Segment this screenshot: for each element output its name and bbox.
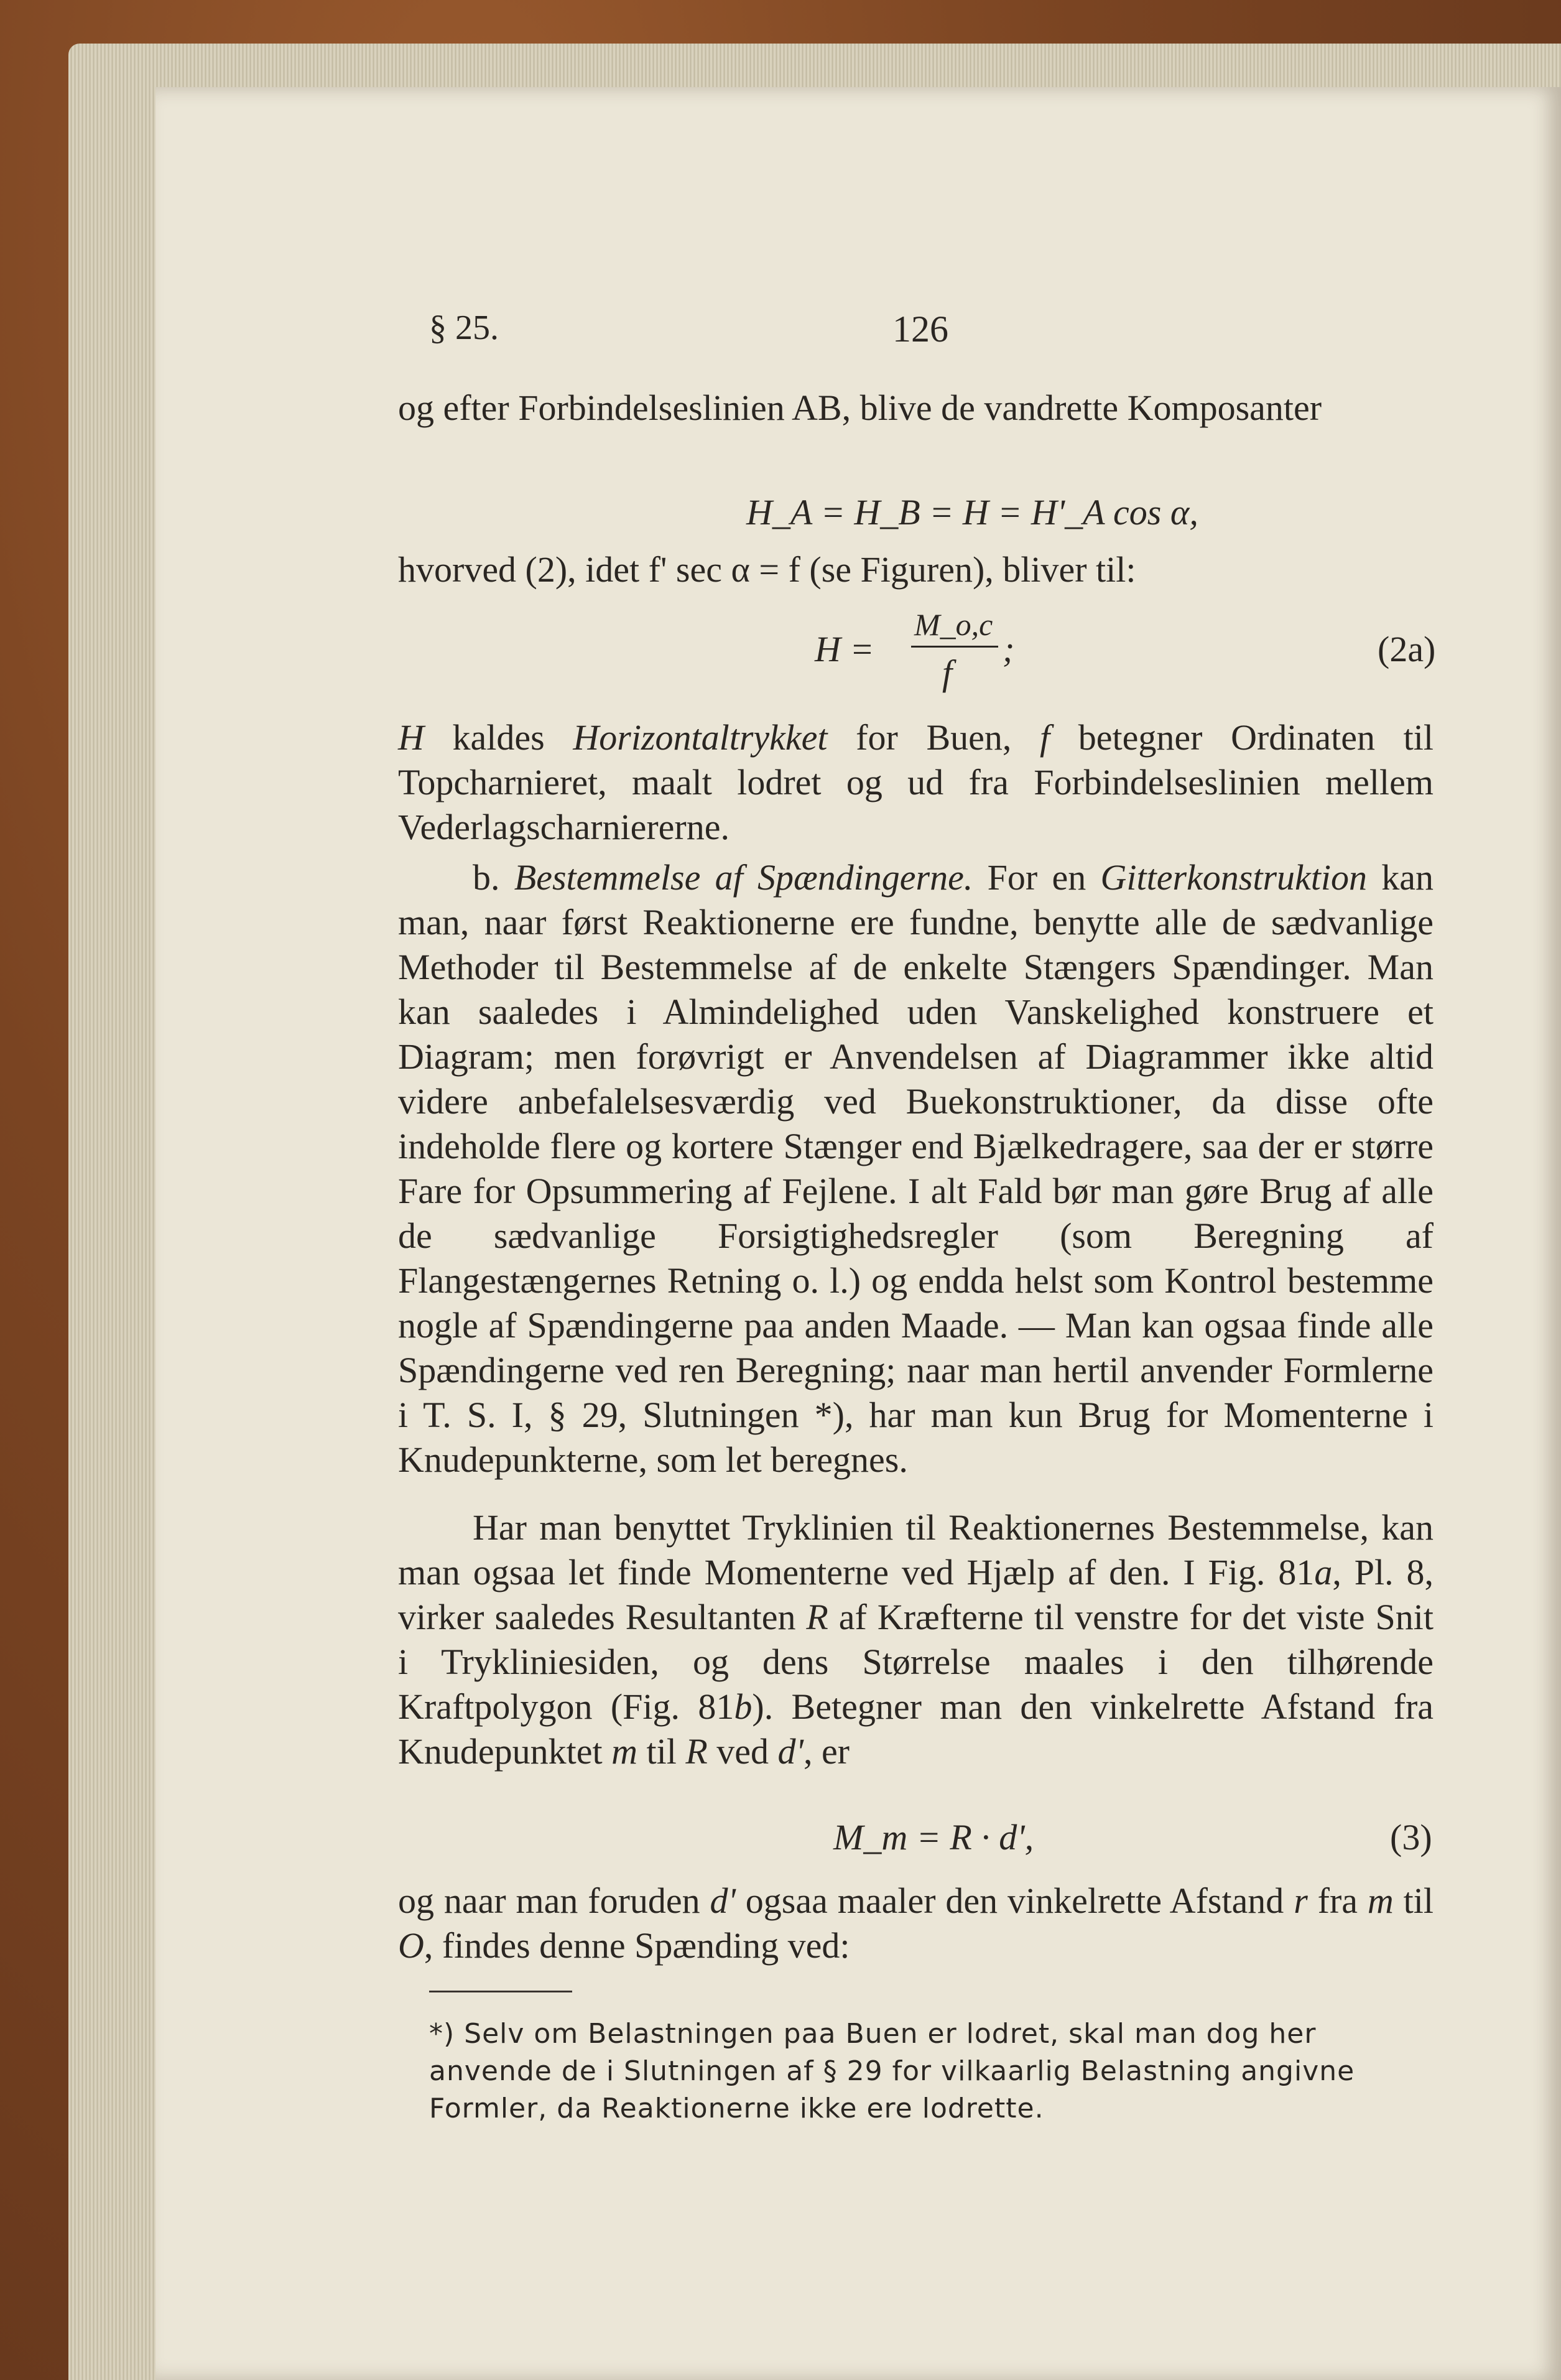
formula-2-denominator: f xyxy=(942,653,953,693)
p3-H: H xyxy=(398,717,424,758)
p5-m: m xyxy=(611,1731,637,1772)
p6-m: m xyxy=(1367,1880,1394,1921)
p6-r: r xyxy=(1294,1880,1308,1921)
formula-3: M_m = R · d', xyxy=(833,1817,1034,1857)
page-header xyxy=(429,308,1461,358)
p4-text-2: kan man, naar først Reaktionerne ere fundne, benytte alle de sædvanlige Methoder til Bestemmelse af de enkelte Stængers Spændinger. Man kan saaledes i Almindelighed uden Vanskelighed konstruere et Diagram; men forøvrigt er Anvendelsen af Diagrammer ikke altid videre anbefalelsesværdig ved Buekonstruktioner, da disse ofte indeholde flere og kortere Stænger end Bjælkedragere, saa der er større Fare for Opsummering af Fejlene. I alt Fald bør man gøre Brug af alle de sædvanlige Forsigtighedsregler (som Beregning af Flangestængernes Retning o. l.) og endda helst som Kontrol bestemme nogle af Spændingerne paa anden Maade. — Man kan ogsaa finde alle Spændingerne ved ren Beregning; naar man hertil anvender Formlerne i T. S. I, § 29, Slutningen *), har man kun Brug for Momenterne i Knudepunkterne, som let beregnes. xyxy=(398,857,1434,1480)
formula-1: H_A = H_B = H = H'_A cos α, xyxy=(746,492,1198,532)
p3-f: f xyxy=(1040,717,1050,758)
p6-text-1: og naar man foruden xyxy=(398,1880,710,1921)
p6-text-4: til xyxy=(1393,1880,1434,1921)
p3-term: Horizontaltrykket xyxy=(573,717,828,758)
p3-text-2: for Buen, xyxy=(827,717,1040,758)
paragraph-3 xyxy=(398,715,1434,850)
paragraph-5 xyxy=(398,1505,1434,1774)
p6-text-5: , findes denne Spænding ved: xyxy=(424,1925,850,1966)
p3-text-3: betegner Ordinaten til Topcharnieret, maalt lodret og ud fra Forbindelseslinien mellem Vederlagscharniererne. xyxy=(398,717,1434,847)
p6-O: O xyxy=(398,1925,424,1966)
p6-text-3: fra xyxy=(1307,1880,1368,1921)
section-number: § 25. xyxy=(429,309,499,347)
p6-d: d' xyxy=(710,1880,736,1921)
paragraph-2 xyxy=(398,547,1434,592)
p5-d: d' xyxy=(777,1731,804,1772)
p5-text-2: , Pl. 8, virker saaledes Resultanten xyxy=(398,1552,1434,1637)
formula-2-lhs: H = xyxy=(815,629,874,669)
paragraph-4 xyxy=(398,855,1434,1482)
p4-term: Gitterkonstruktion xyxy=(1100,857,1367,898)
paragraph-6 xyxy=(398,1879,1434,1968)
equation-label-2a: (2a) xyxy=(1378,629,1436,669)
p5-text-7: , er xyxy=(803,1731,850,1772)
p5-R: R xyxy=(806,1597,828,1637)
formula-2-tail: ; xyxy=(1003,629,1015,669)
p5-text-6: ved xyxy=(707,1731,778,1772)
p6-text-2: ogsaa maaler den vinkelrette Afstand xyxy=(735,1880,1294,1921)
equation-label-3: (3) xyxy=(1390,1817,1432,1857)
p4-text-1: For en xyxy=(973,857,1101,898)
p5-text-4: ). Betegner man den vinkelrette Afstand fra Knudepunktet xyxy=(398,1686,1434,1772)
p5-text-1: Har man benyttet Tryklinien til Reaktionernes Bestemmelse, kan man ogsaa let finde Momenterne ved Hjælp af den. I Fig. 81 xyxy=(398,1507,1434,1592)
formula-2-numerator: M_o,c xyxy=(914,607,993,642)
p5-text-5: til xyxy=(637,1731,686,1772)
paragraph-2-text: hvorved (2), idet f' sec α = f (se Figuren), bliver til: xyxy=(398,549,1136,590)
paragraph-1 xyxy=(398,386,1434,430)
p4-label: b. xyxy=(473,857,514,898)
p3-text-1: kaldes xyxy=(424,717,573,758)
paragraph-1-text: og efter Forbindelseslinien AB, blive de vandrette Komposanter xyxy=(398,388,1322,428)
footnote-rule xyxy=(429,1991,572,1992)
footnote: *) Selv om Belastningen paa Buen er lodret, skal man dog her anvende de i Slutningen af § 29 for vilkaarlig Belastning angivne Formler, da Reaktionerne ikke ere lodrette. xyxy=(429,2018,1355,2124)
p5-fig-b: b xyxy=(734,1686,753,1727)
page-number: 126 xyxy=(892,309,948,350)
fraction-bar xyxy=(911,646,998,648)
p5-fig-a: a xyxy=(1314,1552,1333,1592)
p5-text-3: af Kræfterne til venstre for det viste Snit i Trykliniesiden, og dens Størrelse maales i den tilhørende Kraftpolygon (Fig. 81 xyxy=(398,1597,1434,1727)
p4-heading: Bestemmelse af Spændingerne. xyxy=(514,857,973,898)
p5-R2: R xyxy=(685,1731,708,1772)
